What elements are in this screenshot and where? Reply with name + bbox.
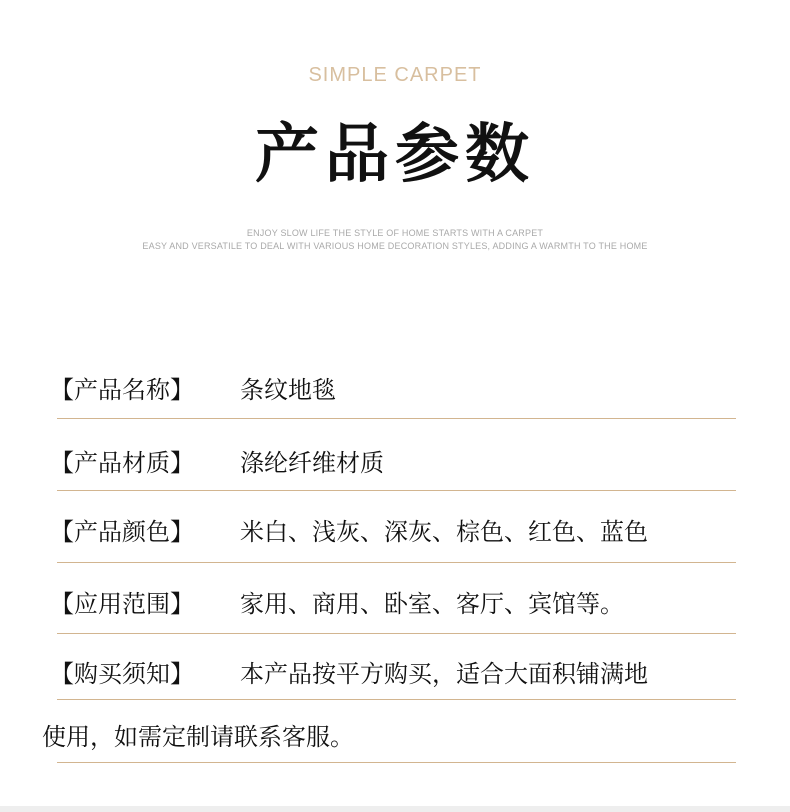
param-row-name — [0, 364, 790, 408]
row-divider — [57, 699, 736, 700]
purchase-note-continuation: 使用，如需定制请联系客服。 — [42, 723, 354, 751]
tagline-line-2: EASY AND VERSATILE TO DEAL WITH VARIOUS HOME DECORATION STYLES, ADDING A WARMTH TO THE HOME — [142, 241, 648, 251]
param-label: 【购买须知】 — [50, 660, 194, 688]
page-title: 产品参数 — [255, 117, 535, 192]
param-value: 本产品按平方购买，适合大面积铺满地 — [240, 660, 648, 688]
row-divider — [57, 418, 736, 419]
param-label: 【产品名称】 — [50, 376, 194, 404]
param-row-usage — [0, 578, 790, 622]
bottom-band — [0, 806, 790, 812]
row-divider — [57, 562, 736, 563]
param-label: 【产品材质】 — [50, 449, 194, 477]
param-label: 【产品颜色】 — [50, 518, 194, 546]
row-divider — [57, 633, 736, 634]
param-value: 家用、商用、卧室、客厅、宾馆等。 — [240, 590, 624, 618]
param-row-purchase-note — [0, 648, 790, 692]
param-row-colors — [0, 506, 790, 550]
tagline-line-1: ENJOY SLOW LIFE THE STYLE OF HOME STARTS WITH A CARPET — [246, 228, 544, 238]
param-label: 【应用范围】 — [50, 590, 194, 618]
param-value: 条纹地毯 — [240, 376, 336, 404]
eyebrow-text: SIMPLE CARPET — [308, 64, 482, 86]
param-value: 米白、浅灰、深灰、棕色、红色、蓝色 — [240, 518, 648, 546]
row-divider — [57, 490, 736, 491]
row-divider — [57, 762, 736, 763]
param-value: 涤纶纤维材质 — [240, 449, 384, 477]
param-row-material — [0, 437, 790, 481]
